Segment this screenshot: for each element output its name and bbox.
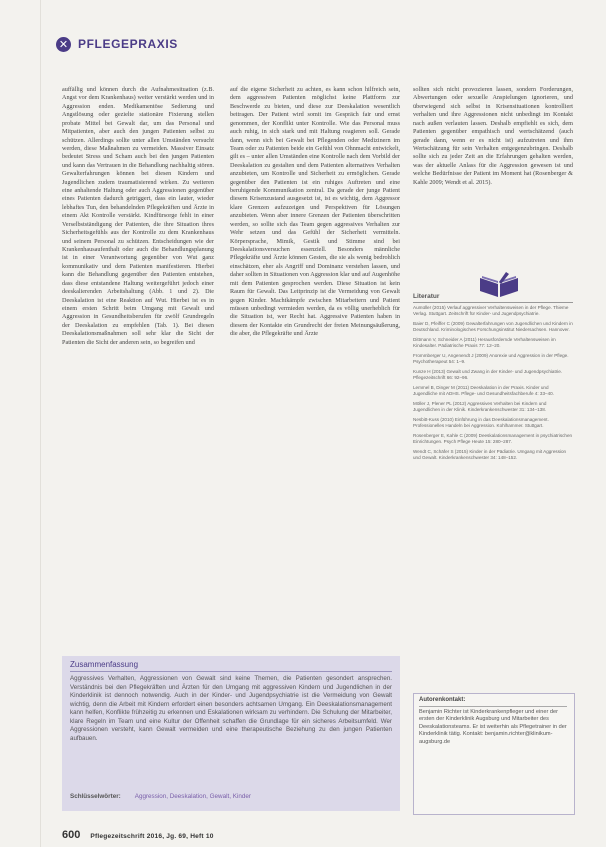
open-book-icon <box>476 270 522 298</box>
divider <box>413 302 573 303</box>
text-column-2 <box>230 86 400 584</box>
author-contact-box <box>413 693 575 815</box>
list-item: Möller J, Plener PL (2012) Aggressives Verhalten bei Kindern und Jugendlichen in der Klinik. Kinderkrankenschwester 31: 134–138. <box>413 401 547 412</box>
keywords-label: Schlüsselwörter: <box>70 793 121 800</box>
list-item: Wendt C, Schäfer S (2015) Kinder in der Pädiatrie. Umgang mit Aggression und Gewalt. Kinderkrankenschwester 34: 148–152. <box>413 449 567 460</box>
summary-heading: Zusammenfassung <box>70 660 139 669</box>
author-text: Benjamin Richter ist Kinderkrankenpfleger und einer der ersten der Kinderklinik Augsburg und Mitarbeiter des Deeskalationsteams. Er ist weiterhin als Pflegetrainer in der Kinderklinik tätig. Kontakt: benjamin.richter@klinikum-augsburg.de <box>419 709 567 745</box>
body-text: sollten sich nicht provozieren lassen, sondern Forderungen, Abwertungen oder sexuelle Anspielungen ignorieren, und überwiegend sich selbst in Krisensituationen kontrolliert verhalten und ihre Aggressionen nicht unbedingt im Kontakt nach außen verlauten lassen. Deshalb empfiehlt es sich, dem Patienten gegenüber empathisch und wertschätzend (auch gerade dann, wenn er es nicht ist) aufzutreten und ihm Wertschätzung für sein Verhalten entgegenzubringen. Deshalb sollte sich zu jeder Zeit an die Erfahrungen gehalten werden, was der aktuelle Anlass für die Aggression gewesen ist und welche Bedürfnisse der Patient im Moment hat (Rosenberger & Kahle 2009; Wendt et al. 2015). <box>413 86 573 186</box>
list-item: Rosenberger E, Kahle C (2009) Deeskalationsmanagement in psychiatrischen Einrichtungen. Psych Pflege Heute 15: 280–287. <box>413 433 573 444</box>
body-text: auf die eigene Sicherheit zu achten, es kann schon hilfreich sein, dem aggressiven Patienten möglichst keine Plattform zur Beschwerde zu bieten, und diese zur Deeskalation wesentlich beitragen. Der Patient wird somit im Gespräch fair und ernst genommen, der Konflikt unter Kontrolle. Wie das Personal muss auch ruhig, in sich stark und mit Haltung reagieren soll. Gerade dann, wenn sich bei Gewalt bei Pflegenden oder Medizinern im Team oder zu Patienten beide ein Gefühl von Ohnmacht entwickelt, gilt es – unter allen Umständen eine Kontrolle nach dem Vorbild der Deeskalation zu gestalten und dem Patienten alternatives Verhalten anzubieten, um Kontrolle und Sicherheit zu ermöglichen. Gerade gegenüber den Patienten ist ein ruhiges Auftreten und eine beruhigende Kommunikation zentral. Da gerade der junge Patient diesem Krisenzustand ausgesetzt ist, ist es wichtig, dem Aggressor klare Grenzen aufzuzeigen und Perspektiven für Lösungen anzubieten. Wenn aber innere Grenzen der Patienten überschritten werden, so sollte sich das Team gegen aggressives Verhalten zur Wehr setzen und das Gefühl der Sicherheit vermitteln. Körpersprache, Mimik, Gestik und Stimme sind bei Deeskalationsversuchen essenziell. Besonders männliche Pflegekräfte und Ärzte können Gesten, die sie als wenig bedrohlich einschätzen, eher als Angriff und Dominanz verstehen lassen, und daher sollten in Situationen von Aggression klar und auf Augenhöhe mit dem Patienten gesprochen werden. Diese Situation ist kein Raum für Gewalt. Das Leitprinzip ist die Vermeidung von Gewalt gegen Kinder. Machtkämpfe zwischen Mitarbeitern und Patient müssen unbedingt vermieden werden, da es völlig unerheblich für die Situation ist, wer Recht hat. Aggressive Patienten haben in diesem der Kontakte ein Grundrecht der freien Meinungsäußerung, die aber, die Pflegekräfte und Ärzte <box>230 86 400 338</box>
divider <box>70 671 392 672</box>
page-footer <box>62 825 214 843</box>
list-item: Nesbitt-Kuss (2010) Einführung in das Deeskalationsmanagement. Professionelles Handeln bei Aggression. Kohlhammer. Stuttgart. <box>413 417 549 428</box>
page-number: 600 <box>62 829 81 841</box>
text-column-1 <box>62 86 214 586</box>
divider <box>419 706 567 707</box>
section-title: PFLEGEPRAXIS <box>78 37 178 51</box>
body-text: auffällig und können durch die Aufnahmesituation (z.B. Angst vor dem Krankenhaus) weiter verstärkt werden und in Aggression enden. Medikamentöse Sedierung und Angstlösung oder gezielte stationäre Fixierung stellen probate Mittel bei Gewalt dar, um das Personal und Mitpatienten, aber auch den jungen Patienten selbst zu schützen. Allerdings sollte unter allen Umständen versucht werden, diese Maßnahmen zu vermeiden. Massiver Einsatz bedeutet Stress und Scham auch bei den jungen Patienten und kann das Vertrauen in die Behandlung nachhaltig stören. Gewalterfahrungen können bei diesen Kindern und Jugendlichen zudem traumatisierend wirken. Zu weiteren eine anhaltende Haltung oder auch Aggressionen gegenüber eines Patienten dadurch getriggert, dass ein lauter, wieder lebhaftes Tun, den behandelnden Pflegekräften und Ärzte in einem Akt Kontrolle verstärkt. Kindfürsorge fehlt in einer Verselbstständigung der Patienten, die ihre Situation ihres Sicherheitsgefühls aus der Kontrolle zu dem Krankenhaus und seinem Personal zu schützen. Entscheidungen wie der Krankenhausaufenthalt oder auch die Behandlungsplanung ist in einer Verantwortung gegenüber von Wut ganz kommunikativ und dem Patienten manifestieren. Hierbei kann die Behandlung gegenüber den Patienten entstehen, dass diese entstandene Haltung weitergeführt jedoch einer deeskalierenden Arbeitshaltung (Abb. 1 und 2). Die Deeskalation ist eine Reaktion auf Wut. Hierbei ist es in einem ersten Schritt beim Umgang mit Gewalt und Aggression in Gesundheitsberufen für zwölf Grundregeln der Deeskalation zu empfehlen (Tab. 1). Bei diesen Deeskalationsmaßnahmen soll sehr klar die Sicht der Patienten die Sicht der anderen sein, so begreifen und <box>62 86 214 346</box>
summary-text: Aggressives Verhalten, Aggressionen von Gewalt sind keine Themen, die Patienten gesondert ansprechen. Verständnis bei den Pflegekräften und Ärzten für den Umgang mit aggressiven Kindern und Jugendlichen in der Kinderklinik ist dennoch notwendig. Auch in der Kinder- und Jugendpsychiatrie ist die Vermeidung von Gewalt wichtig, denn die Arbeit mit Kindern erfordert einen besonders achtsamen Umgang. Ein Deeskalationsmanagement kann helfen, Konflikte frühzeitig zu erkennen und Eskalationen wirksam zu verhindern. Die Schulung der Mitarbeiter, klare Regeln im Team und eine Kultur der Offenheit schaffen die Grundlage für ein sicheres Arbeitsumfeld. Wer Aggressionen versteht, kann Gewalt vermeiden und eine therapeutische Beziehung zu den jungen Patienten aufbauen. <box>70 675 392 742</box>
list-item: Frommberger U, Angenendt J (2009) Anorexie und Aggression in der Pflege. Psychotherapeut 54: 1–9. <box>413 353 569 364</box>
list-item: Kunze H (2013) Gewalt und Zwang in der Kinder- und Jugendpsychiatrie. Pflegezeitschrift 66: 92–96. <box>413 369 563 380</box>
journal-citation: Pflegezeitschrift 2016, Jg. 69, Heft 10 <box>90 833 214 840</box>
list-item: Lemmel B, Dinger M (2011) Deeskalation in der Praxis. Kinder und Jugendliche mit ADHS. Pflege- und Gesundheitsfachberufe 4: 33–40. <box>413 385 554 396</box>
list-item: Dittmann V, Schneider A (2011) Herausfordernde Verhaltensweisen im Kindesalter. Pädiatrische Praxis 77: 12–20. <box>413 337 556 348</box>
author-heading: Autorenkontakt: <box>419 697 466 703</box>
summary-box <box>62 656 400 811</box>
keywords-values: Aggression, Deeskalation, Gewalt, Kinder <box>134 793 251 800</box>
literature-heading: Literatur <box>413 293 440 300</box>
text-column-3 <box>413 86 573 264</box>
page-margin-line <box>40 0 41 847</box>
list-item: Aumüller (2015) Verlauf aggressiver Verhaltensweisen in der Pflege. Thieme Verlag. Stuttgart. Zeitschrift für Kinder- und Jugendpsychiatrie. <box>413 305 569 316</box>
literature-list <box>413 305 573 465</box>
keywords-line <box>70 793 251 800</box>
list-item: Baier D, Pfeiffer C (2009) Gewalterfahrungen von Jugendlichen und Kindern in Deutschland. Kriminologisches Forschungsinstitut Niedersachsen. Hannover. <box>413 321 573 332</box>
x-circle-icon: ✕ <box>56 37 71 52</box>
